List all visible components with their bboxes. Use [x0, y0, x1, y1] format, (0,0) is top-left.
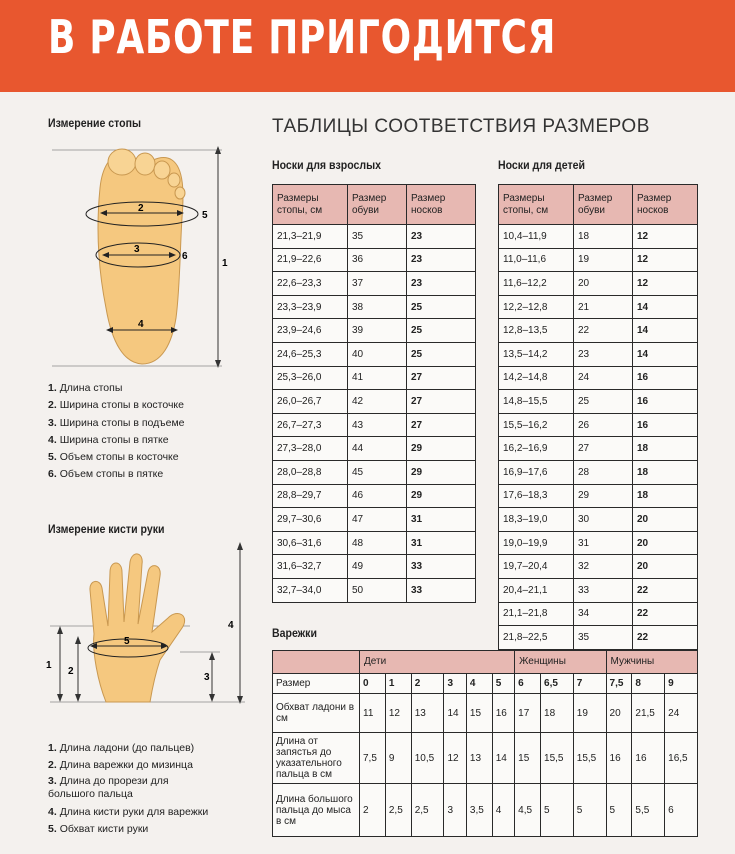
table-cell: 14,2–14,8 [499, 366, 574, 390]
table-row [273, 390, 476, 414]
table-cell: 22 [633, 626, 698, 650]
foot-legend-item: 1. Длина стопы [48, 382, 123, 394]
table-cell: 15,5 [573, 733, 606, 784]
table-cell: 31 [574, 531, 633, 555]
table-cell: 28,0–28,8 [273, 460, 348, 484]
table-row [499, 555, 698, 579]
table-cell: 25 [407, 319, 476, 343]
table-row [273, 437, 476, 461]
table-cell: 14 [444, 694, 466, 733]
table-row [499, 319, 698, 343]
table-cell: 15 [515, 733, 541, 784]
table-cell: 18 [541, 694, 574, 733]
table-cell: 33 [574, 578, 633, 602]
row-label: Длина от запястья до указательного пальца в см [273, 733, 360, 784]
table-cell: 9 [385, 733, 411, 784]
table-cell: 23 [574, 342, 633, 366]
table-cell: 14 [633, 319, 698, 343]
table-row [273, 733, 698, 784]
table-header: Размеры стопы, см [499, 185, 574, 225]
table-row [499, 272, 698, 296]
table-cell: 19,0–19,9 [499, 531, 574, 555]
hand-legend [48, 740, 218, 838]
table-cell: 31 [407, 531, 476, 555]
table-cell: 18,3–19,0 [499, 508, 574, 532]
size-cell: 3 [444, 674, 466, 694]
table-row [499, 295, 698, 319]
mittens-group-row [273, 651, 698, 674]
table-row [499, 531, 698, 555]
table-cell: 18 [633, 484, 698, 508]
table-cell: 13 [466, 733, 492, 784]
table-cell: 40 [348, 342, 407, 366]
table-row [499, 413, 698, 437]
size-cell: 8 [632, 674, 665, 694]
table-cell: 32 [574, 555, 633, 579]
table-cell: 21,5 [632, 694, 665, 733]
foot-mark-3: 3 [134, 244, 140, 255]
table-row [273, 694, 698, 733]
table-cell: 2,5 [385, 784, 411, 837]
table-cell: 3 [444, 784, 466, 837]
table-cell: 3,5 [466, 784, 492, 837]
table-cell: 49 [348, 555, 407, 579]
table-cell: 41 [348, 366, 407, 390]
table-cell: 16 [492, 694, 514, 733]
hand-mark-5: 5 [124, 636, 130, 647]
size-cell: 2 [411, 674, 444, 694]
row-label: Обхват ладони в см [273, 694, 360, 733]
hand-heading: Измерение кисти руки [48, 522, 165, 536]
table-cell: 16 [633, 413, 698, 437]
table-cell: 18 [574, 225, 633, 249]
table-cell: 34 [574, 602, 633, 626]
table-cell: 7,5 [360, 733, 386, 784]
table-cell: 21,3–21,9 [273, 225, 348, 249]
table-row [273, 531, 476, 555]
table-cell: 16,9–17,6 [499, 460, 574, 484]
table-cell: 29 [407, 484, 476, 508]
table-row [273, 295, 476, 319]
foot-mark-6: 6 [182, 251, 188, 262]
table-cell: 22 [574, 319, 633, 343]
table-cell: 2 [360, 784, 386, 837]
main-title: ТАБЛИЦЫ СООТВЕТСТВИЯ РАЗМЕРОВ [272, 116, 650, 137]
size-cell: 7 [573, 674, 606, 694]
table-cell: 4 [492, 784, 514, 837]
table-cell: 16 [632, 733, 665, 784]
size-cell: 0 [360, 674, 386, 694]
table-cell: 16 [633, 366, 698, 390]
table-row [499, 508, 698, 532]
table-cell: 31,6–32,7 [273, 555, 348, 579]
table-cell: 17 [515, 694, 541, 733]
table-cell: 12 [385, 694, 411, 733]
table-cell: 12,2–12,8 [499, 295, 574, 319]
table-cell: 30 [574, 508, 633, 532]
table-cell: 11 [360, 694, 386, 733]
table-cell: 24 [574, 366, 633, 390]
table-row [273, 248, 476, 272]
table-row [273, 784, 698, 837]
table-cell: 15,5–16,2 [499, 413, 574, 437]
size-cell: 6,5 [541, 674, 574, 694]
table-cell: 27 [407, 413, 476, 437]
table-cell: 36 [348, 248, 407, 272]
foot-mark-4: 4 [138, 319, 144, 330]
table-header: Размеры стопы, см [273, 185, 348, 225]
table-cell: 12 [633, 248, 698, 272]
table-cell: 12 [633, 272, 698, 296]
hand-legend-item: 4. Длина кисти руки для варежки [48, 805, 209, 818]
foot-mark-1: 1 [222, 258, 228, 269]
table-cell: 29 [407, 437, 476, 461]
row-label: Длина большого пальца до мыса в см [273, 784, 360, 837]
table-cell: 25 [407, 295, 476, 319]
mittens-group-header: Дети [360, 651, 515, 674]
size-cell: 1 [385, 674, 411, 694]
adult-socks-heading: Носки для взрослых [272, 158, 382, 172]
table-cell: 31 [407, 508, 476, 532]
table-row [273, 674, 698, 694]
table-cell: 16,5 [665, 733, 698, 784]
table-cell: 25,3–26,0 [273, 366, 348, 390]
mittens-group-header: Мужчины [606, 651, 697, 674]
table-row [499, 225, 698, 249]
hand-legend-item: 5. Обхват кисти руки [48, 822, 149, 835]
hand-legend-item: 2. Длина варежки до мизинца [48, 759, 193, 772]
table-row [273, 272, 476, 296]
table-cell: 14 [492, 733, 514, 784]
hand-diagram [40, 542, 250, 734]
table-cell: 17,6–18,3 [499, 484, 574, 508]
size-cell: 4 [466, 674, 492, 694]
table-row [499, 248, 698, 272]
row-label: Размер [273, 674, 360, 694]
table-header: Размер носков [633, 185, 698, 225]
table-cell: 5 [606, 784, 632, 837]
table-cell: 22 [633, 602, 698, 626]
table-cell: 28 [574, 460, 633, 484]
table-cell: 47 [348, 508, 407, 532]
table-cell: 24 [665, 694, 698, 733]
table-cell: 29 [407, 460, 476, 484]
table-cell: 21,1–21,8 [499, 602, 574, 626]
mittens-table [272, 650, 698, 837]
kids-socks-table [498, 184, 698, 650]
table-cell: 20 [606, 694, 632, 733]
table-header: Размер обуви [574, 185, 633, 225]
table-cell: 21,9–22,6 [273, 248, 348, 272]
table-cell: 20 [633, 508, 698, 532]
table-cell: 27 [574, 437, 633, 461]
table-cell: 23 [407, 272, 476, 296]
table-cell: 16 [633, 390, 698, 414]
table-cell: 33 [407, 578, 476, 602]
table-cell: 14 [633, 295, 698, 319]
table-cell: 35 [348, 225, 407, 249]
foot-legend-item: 2. Ширина стопы в косточке [48, 399, 184, 412]
table-cell: 14 [633, 342, 698, 366]
table-cell: 4,5 [515, 784, 541, 837]
table-cell: 15 [466, 694, 492, 733]
table-cell: 44 [348, 437, 407, 461]
table-cell: 24,6–25,3 [273, 342, 348, 366]
hand-mark-3: 3 [204, 672, 210, 683]
table-cell: 15,5 [541, 733, 574, 784]
table-cell: 18 [633, 437, 698, 461]
table-cell: 13,5–14,2 [499, 342, 574, 366]
table-row [273, 366, 476, 390]
table-cell: 33 [407, 555, 476, 579]
table-row [499, 484, 698, 508]
table-cell: 50 [348, 578, 407, 602]
header-banner [0, 0, 735, 92]
table-cell: 27,3–28,0 [273, 437, 348, 461]
foot-heading: Измерение стопы [48, 116, 142, 130]
table-cell: 20 [633, 555, 698, 579]
table-cell: 32,7–34,0 [273, 578, 348, 602]
table-row [273, 225, 476, 249]
table-cell: 27 [407, 390, 476, 414]
table-row [499, 390, 698, 414]
table-cell: 10,5 [411, 733, 444, 784]
mittens-group-header: Женщины [515, 651, 606, 674]
table-cell: 37 [348, 272, 407, 296]
table-row [273, 342, 476, 366]
table-cell: 48 [348, 531, 407, 555]
table-row [273, 484, 476, 508]
size-cell: 9 [665, 674, 698, 694]
table-cell: 22 [633, 578, 698, 602]
table-cell: 22,6–23,3 [273, 272, 348, 296]
table-cell: 20,4–21,1 [499, 578, 574, 602]
table-cell: 5 [541, 784, 574, 837]
table-row [273, 413, 476, 437]
hand-legend-item: 1. Длина ладони (до пальцев) [48, 742, 195, 754]
table-cell: 16 [606, 733, 632, 784]
table-row [499, 342, 698, 366]
table-cell: 12 [444, 733, 466, 784]
hand-mark-4: 4 [228, 620, 234, 631]
table-cell: 29 [574, 484, 633, 508]
table-cell: 25 [574, 390, 633, 414]
table-cell: 16,2–16,9 [499, 437, 574, 461]
foot-mark-5: 5 [202, 210, 208, 221]
table-cell: 11,0–11,6 [499, 248, 574, 272]
size-cell: 6 [515, 674, 541, 694]
table-cell: 21,8–22,5 [499, 626, 574, 650]
table-cell: 21 [574, 295, 633, 319]
table-cell: 23,3–23,9 [273, 295, 348, 319]
hand-legend-item: 3. Длина до прорези для большого пальца [48, 774, 169, 800]
table-cell: 18 [633, 460, 698, 484]
table-cell: 35 [574, 626, 633, 650]
foot-legend-item: 6. Объем стопы в пятке [48, 468, 164, 481]
foot-diagram [52, 138, 242, 368]
table-cell: 30,6–31,6 [273, 531, 348, 555]
foot-legend-item: 4. Ширина стопы в пятке [48, 433, 169, 446]
table-row [499, 437, 698, 461]
table-cell: 29,7–30,6 [273, 508, 348, 532]
mittens-heading: Варежки [272, 626, 317, 640]
table-row [273, 319, 476, 343]
table-cell: 19 [574, 248, 633, 272]
table-row [499, 578, 698, 602]
table-row [499, 366, 698, 390]
table-row [273, 578, 476, 602]
table-cell: 23,9–24,6 [273, 319, 348, 343]
table-cell: 42 [348, 390, 407, 414]
table-row [273, 555, 476, 579]
table-cell: 43 [348, 413, 407, 437]
table-cell: 45 [348, 460, 407, 484]
table-cell: 5,5 [632, 784, 665, 837]
table-cell: 39 [348, 319, 407, 343]
foot-mark-2: 2 [138, 203, 144, 214]
table-cell: 6 [665, 784, 698, 837]
table-cell: 12 [633, 225, 698, 249]
table-row [273, 460, 476, 484]
banner-title: В РАБОТЕ ПРИГОДИТСЯ [48, 10, 557, 64]
table-header: Размер носков [407, 185, 476, 225]
table-cell: 14,8–15,5 [499, 390, 574, 414]
table-cell: 5 [573, 784, 606, 837]
table-cell: 11,6–12,2 [499, 272, 574, 296]
table-cell: 26 [574, 413, 633, 437]
kids-socks-heading: Носки для детей [498, 158, 586, 172]
table-cell: 25 [407, 342, 476, 366]
table-cell: 28,8–29,7 [273, 484, 348, 508]
table-row [499, 460, 698, 484]
table-cell: 13 [411, 694, 444, 733]
table-cell: 27 [407, 366, 476, 390]
table-cell: 38 [348, 295, 407, 319]
table-cell: 23 [407, 225, 476, 249]
size-cell: 7,5 [606, 674, 632, 694]
foot-legend [48, 380, 185, 484]
table-cell: 10,4–11,9 [499, 225, 574, 249]
table-cell: 19,7–20,4 [499, 555, 574, 579]
table-cell: 2,5 [411, 784, 444, 837]
table-cell: 20 [574, 272, 633, 296]
size-cell: 5 [492, 674, 514, 694]
hand-mark-2: 2 [68, 666, 74, 677]
table-cell: 12,8–13,5 [499, 319, 574, 343]
table-header [273, 651, 360, 674]
hand-mark-1: 1 [46, 660, 52, 671]
table-header: Размер обуви [348, 185, 407, 225]
adult-socks-table [272, 184, 476, 603]
foot-legend-item: 3. Ширина стопы в подъеме [48, 416, 185, 429]
table-cell: 26,0–26,7 [273, 390, 348, 414]
table-row [499, 626, 698, 650]
table-cell: 20 [633, 531, 698, 555]
table-cell: 26,7–27,3 [273, 413, 348, 437]
table-row [499, 602, 698, 626]
table-cell: 19 [573, 694, 606, 733]
foot-legend-item: 5. Объем стопы в косточке [48, 451, 179, 464]
table-cell: 23 [407, 248, 476, 272]
table-row [273, 508, 476, 532]
table-cell: 46 [348, 484, 407, 508]
